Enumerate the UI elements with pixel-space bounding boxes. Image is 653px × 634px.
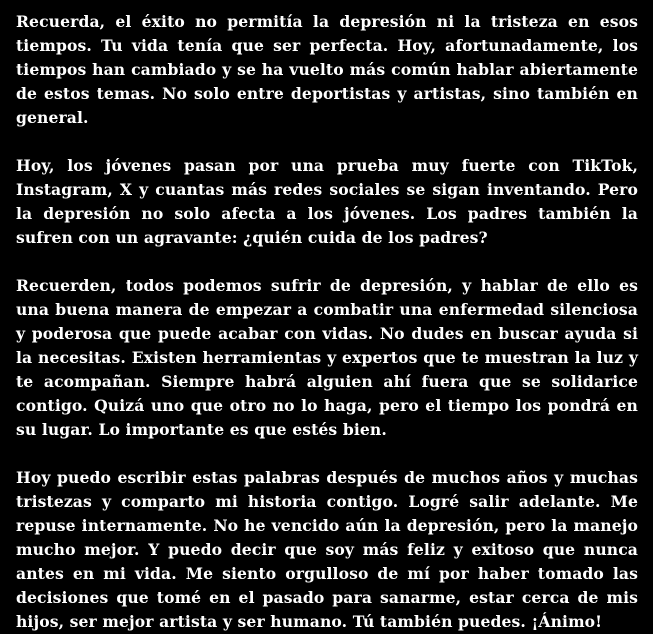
paragraph-4: Hoy puedo escribir estas palabras después de muchos años y muchas tristezas y comparto mi historia contigo. Logré salir adelante. Me repuse internamente. No he vencido aún la depresión, pero la manejo mucho mejor. Y puedo decir que soy más feliz y exitoso que nunca antes en mi vida. Me siento orgulloso de mí por haber tomado las decisiones que tomé en el pasado para sanarme, estar cerca de mis hijos, ser mejor artista y ser humano. Tú también puedes. ¡Ánimo!: [16, 468, 638, 631]
paragraph-3: Recuerden, todos podemos sufrir de depresión, y hablar de ello es una buena manera de empezar a combatir una enfermedad silenciosa y poderosa que puede acabar con vidas. No dudes en buscar ayuda si la necesitas. Existen herramientas y expertos que te muestran la luz y te acompañan. Siempre habrá alguien ahí fuera que se solidarice contigo. Quizá uno que otro no lo haga, pero el tiempo los pondrá en su lugar. Lo importante es que estés bien.: [16, 276, 638, 439]
paragraph-2: Hoy, los jóvenes pasan por una prueba muy fuerte con TikTok, Instagram, X y cuantas más redes sociales se sigan inventando. Pero la depresión no solo afecta a los jóvenes. Los padres también la sufren con un agravante: ¿quién cuida de los padres?: [16, 156, 638, 247]
paragraph-1: Recuerda, el éxito no permitía la depresión ni la tristeza en esos tiempos. Tu vida tenía que ser perfecta. Hoy, afortunadamente, los tiempos han cambiado y se ha vuelto más común hablar abiertamente de estos temas. No solo entre deportistas y artistas, sino también en general.: [16, 12, 638, 127]
document-body: [16, 10, 638, 634]
